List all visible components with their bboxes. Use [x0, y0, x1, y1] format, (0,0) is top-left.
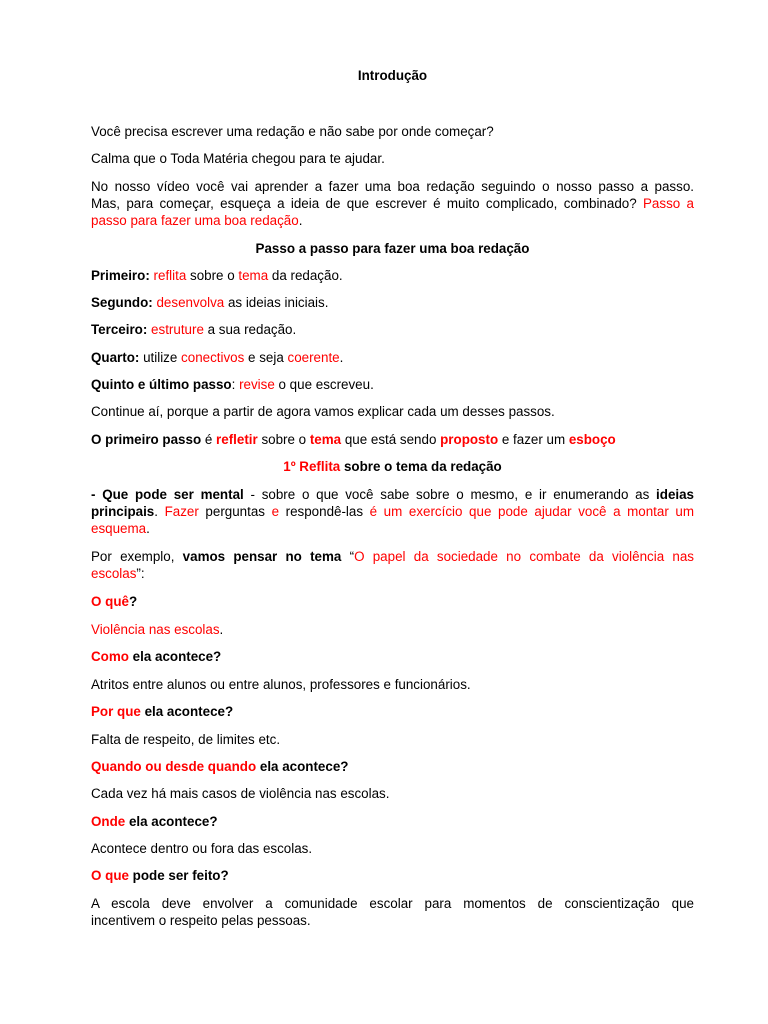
- section-heading: Passo a passo para fazer uma boa redação: [255, 241, 530, 256]
- mental-highlight: esquema: [91, 521, 147, 536]
- step-highlight: revise: [239, 377, 275, 392]
- step-item-3: [91, 321, 694, 339]
- mental-highlight: Fazer: [164, 504, 199, 519]
- intro-paragraph-2: Calma que o Toda Matéria chegou para te ajudar.: [91, 151, 385, 166]
- step-text: a sua redação.: [203, 322, 297, 337]
- question-text: ela acontece?: [140, 704, 234, 719]
- mental-bold: principais: [91, 504, 155, 519]
- answer-text: .: [219, 622, 224, 637]
- question-what: [91, 593, 694, 611]
- mental-highlight: e: [271, 504, 280, 519]
- step-text: utilize: [139, 350, 182, 365]
- question-highlight: Quando ou desde quando: [91, 759, 257, 774]
- question-text: ela acontece?: [256, 759, 349, 774]
- mental-text: .: [146, 521, 150, 536]
- step-item-1: [91, 267, 694, 285]
- question-highlight: O quê: [91, 594, 129, 609]
- step-label: Quinto e último passo: [91, 377, 232, 392]
- example-bold: vamos pensar no tema: [182, 549, 342, 564]
- first-step-text: sobre o: [257, 432, 310, 447]
- mental-text: perguntas: [198, 504, 272, 519]
- answer-why: Falta de respeito, de limites etc.: [91, 732, 281, 747]
- step-text: da redação.: [268, 268, 343, 283]
- step-highlight: estruture: [151, 322, 204, 337]
- intro-paragraph-3-line-3: [91, 212, 694, 230]
- step-text: e seja: [244, 350, 288, 365]
- intro-text: Mas, para começar, esqueça a ideia de que escrever é muito complicado, combinado?: [91, 196, 643, 211]
- question-highlight: Onde: [91, 814, 126, 829]
- mental-label: - Que pode ser mental: [91, 487, 244, 502]
- step-item-2: [91, 294, 694, 312]
- first-step-highlight: refletir: [216, 432, 258, 447]
- example-paragraph-line-2: [91, 565, 694, 583]
- example-paragraph-line-1: [91, 548, 694, 566]
- step-text: as ideias iniciais.: [224, 295, 329, 310]
- mental-paragraph-line-2: [91, 503, 694, 521]
- example-highlight: O papel da sociedade no combate da violência nas: [354, 549, 694, 564]
- answer-what: [91, 621, 694, 639]
- intro-highlight: passo para fazer uma boa redação: [91, 213, 299, 228]
- question-highlight: O que: [91, 868, 129, 883]
- question-text: pode ser feito?: [128, 868, 229, 883]
- mental-paragraph-line-3: [91, 520, 694, 538]
- question-why: [91, 703, 694, 721]
- intro-text: .: [298, 213, 303, 228]
- reflect-heading-text: sobre o tema da redação: [340, 459, 502, 474]
- step-item-5: [91, 376, 694, 394]
- step-highlight: tema: [238, 268, 269, 283]
- final-paragraph-line-1: A escola deve envolver a comunidade escolar para momentos de conscientização que: [91, 896, 694, 911]
- first-step-text: que está sendo: [341, 432, 441, 447]
- first-step-paragraph: [91, 431, 694, 449]
- page-title: Introdução: [357, 68, 428, 83]
- answer-how: Atritos entre alunos ou entre alunos, professores e funcionários.: [91, 677, 471, 692]
- intro-paragraph-3-line-1: No nosso vídeo você vai aprender a fazer uma boa redação seguindo o nosso passo a passo.: [91, 179, 694, 194]
- first-step-label: O primeiro passo: [91, 432, 202, 447]
- step-highlight: desenvolva: [156, 295, 225, 310]
- step-label: Segundo:: [91, 295, 153, 310]
- answer-when: Cada vez há mais casos de violência nas escolas.: [91, 786, 390, 801]
- continue-paragraph: Continue aí, porque a partir de agora vamos explicar cada um desses passos.: [91, 404, 555, 419]
- intro-paragraph-3-line-2: [91, 195, 694, 213]
- reflect-heading: [91, 458, 694, 476]
- final-paragraph-line-2: incentivem o respeito pelas pessoas.: [91, 913, 311, 928]
- mental-text: .: [154, 504, 165, 519]
- first-step-highlight: proposto: [440, 432, 499, 447]
- first-step-text: é: [201, 432, 217, 447]
- step-label: Terceiro:: [91, 322, 148, 337]
- step-highlight: conectivos: [181, 350, 245, 365]
- mental-bold: ideias: [656, 487, 695, 502]
- question-what-can-be-done: [91, 867, 694, 885]
- step-item-4: [91, 349, 694, 367]
- mental-text: respondê-las: [279, 504, 370, 519]
- step-label: Quarto:: [91, 350, 140, 365]
- question-highlight: Por que: [91, 704, 141, 719]
- answer-highlight: Violência nas escolas: [91, 622, 220, 637]
- question-where: [91, 813, 694, 831]
- step-text: .: [339, 350, 344, 365]
- first-step-highlight: tema: [309, 432, 342, 447]
- example-text: ”:: [136, 566, 145, 581]
- intro-highlight: Passo a: [643, 196, 694, 211]
- question-text: ?: [128, 594, 138, 609]
- answer-where: Acontece dentro ou fora das escolas.: [91, 841, 313, 856]
- question-when: [91, 758, 694, 776]
- example-text: Por exemplo,: [91, 549, 183, 564]
- example-text: “: [341, 549, 355, 564]
- step-text: :: [231, 377, 240, 392]
- question-text: ela acontece?: [128, 649, 222, 664]
- mental-paragraph-line-1: [91, 486, 694, 504]
- question-how: [91, 648, 694, 666]
- mental-highlight: é um exercício que pode ajudar você a montar um: [369, 504, 694, 519]
- step-text: o que escreveu.: [274, 377, 374, 392]
- first-step-text: e fazer um: [498, 432, 569, 447]
- step-label: Primeiro:: [91, 268, 150, 283]
- reflect-heading-highlight: 1º Reflita: [283, 459, 341, 474]
- first-step-highlight: esboço: [568, 432, 616, 447]
- step-text: sobre o: [186, 268, 239, 283]
- step-highlight: coerente: [287, 350, 340, 365]
- question-highlight: Como: [91, 649, 129, 664]
- step-highlight: reflita: [153, 268, 187, 283]
- intro-paragraph-1: Você precisa escrever uma redação e não sabe por onde começar?: [91, 124, 494, 139]
- mental-text: - sobre o que você sabe sobre o mesmo, e ir enumerando as: [243, 487, 657, 502]
- question-text: ela acontece?: [125, 814, 218, 829]
- example-highlight: escolas: [91, 566, 137, 581]
